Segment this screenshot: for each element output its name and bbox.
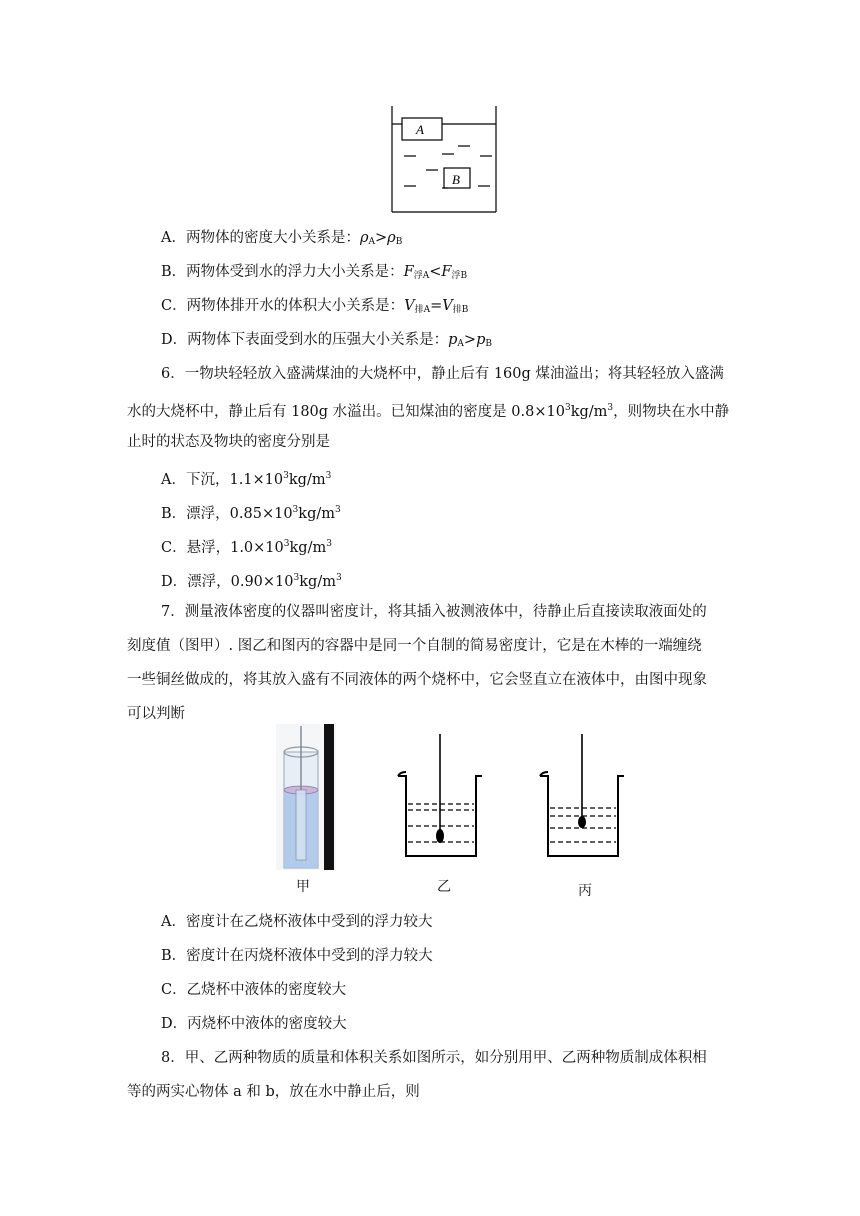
- q7-stem-line-4: 可以判断: [127, 706, 185, 722]
- q7-option-d: D．丙烧杯中液体的密度较大: [161, 1016, 347, 1032]
- q6-option-a: A．下沉，$1.1\times 10^3kg/m^3$: [161, 471, 332, 488]
- q7-stem-line-3: 一些铜丝做成的，将其放入盛有不同液体的两个烧杯中，它会竖直立在液体中，由图中现象: [127, 672, 707, 688]
- q7-option-a: A．密度计在乙烧杯液体中受到的浮力较大: [161, 914, 433, 930]
- q6-option-d: D．漂浮，$0.90\times 10^3kg/m^3$: [161, 573, 342, 590]
- q7-option-c: C．乙烧杯中液体的密度较大: [161, 982, 347, 998]
- q5-option-a: A．两物体的密度大小关系是：$\rho_A>\rho_B$: [161, 230, 403, 247]
- q8-stem-line-2: 等的两实心物体 a 和 b，放在水中静止后，则: [127, 1084, 420, 1100]
- q6-stem-line-1: 6．一物块轻轻放入盛满煤油的大烧杯中，静止后有 160g 煤油溢出；将其轻轻放入盛满: [161, 366, 724, 382]
- q7-stem-line-1: 7．测量液体密度的仪器叫密度计，将其插入被测液体中，待静止后直接读取液面处的: [161, 604, 707, 620]
- q5-option-c: C．两物体排开水的体积大小关系是：$V_{排A}=V_{排B}$: [161, 298, 469, 315]
- caption-bing: 丙: [578, 883, 592, 899]
- q7-option-b: B．密度计在丙烧杯液体中受到的浮力较大: [161, 948, 433, 964]
- q7-stem-line-2: 刻度值（图甲）. 图乙和图丙的容器中是同一个自制的简易密度计，它是在木棒的一端缠绕: [127, 638, 702, 654]
- figure-beaker-bing: [536, 732, 626, 862]
- block-b-label: B: [452, 172, 460, 187]
- q6-option-b: B．漂浮，$0.85\times 10^3kg/m^3$: [161, 505, 341, 522]
- caption-yi: 乙: [437, 879, 451, 895]
- figure-container-ab: [388, 104, 500, 216]
- block-a-label: A: [416, 122, 424, 137]
- q8-stem-line-1: 8．甲、乙两种物质的质量和体积关系如图所示，如分别用甲、乙两种物质制成体积相: [161, 1050, 707, 1066]
- figure-beaker-yi: [394, 732, 484, 862]
- q6-option-c: C．悬浮，$1.0\times 10^3kg/m^3$: [161, 539, 332, 556]
- q6-stem-line-3: 止时的状态及物块的密度分别是: [127, 434, 330, 450]
- caption-jia: 甲: [296, 879, 310, 895]
- q5-option-d: D．两物体下表面受到水的压强大小关系是：$p_A>p_B$: [161, 332, 492, 349]
- q5-option-b: B．两物体受到水的浮力大小关系是：$F_{浮A}<F_{浮B}$: [161, 264, 468, 281]
- figure-hydrometer-photo: [276, 724, 336, 870]
- q6-stem-line-2: 水的大烧杯中，静止后有 180g 水溢出。已知煤油的密度是 $0.8\times 10^3kg/m^3$，则物块在水中静: [127, 403, 730, 420]
